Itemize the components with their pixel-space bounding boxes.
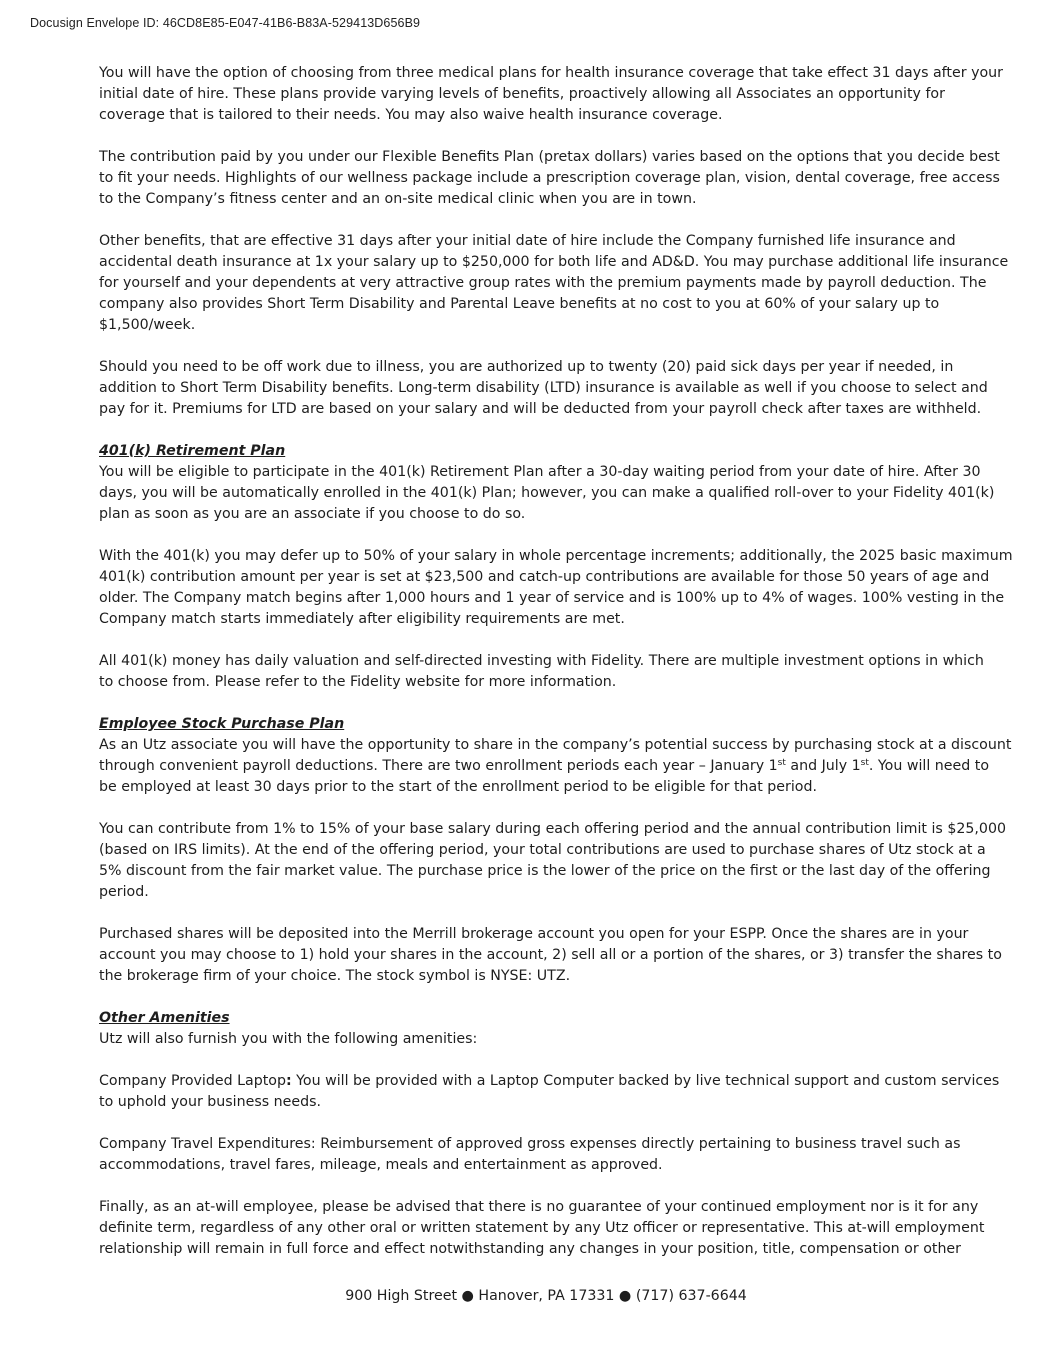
text-line: pay for it. Premiums for LTD are based on your salary and will be deducted from your payroll check after taxes are withheld. <box>99 401 982 417</box>
text-line: days, you will be automatically enrolled in the 401(k) Plan; however, you can make a qualified roll-over to your Fidelity 401(k) <box>99 485 995 501</box>
text-line: coverage that is tailored to their needs. You may also waive health insurance coverage. <box>99 107 723 123</box>
text-line: company also provides Short Term Disability and Parental Leave benefits at no cost to you at 60% of your salary up to <box>99 296 940 312</box>
text-line: With the 401(k) you may defer up to 50% of your salary in whole percentage increments; additionally, the 2025 basic maximum <box>99 548 1013 564</box>
text-line: be employed at least 30 days prior to the start of the enrollment period to be eligible for that period. <box>99 779 818 795</box>
text-line: period. <box>99 884 149 900</box>
text-line: initial date of hire. These plans provide varying levels of benefits, proactively allowing all Associates an opportunity for <box>99 86 945 102</box>
paragraph-travel <box>99 1134 999 1176</box>
paragraph-laptop <box>99 1071 999 1113</box>
text-segment: and July 1 <box>785 758 861 774</box>
text-line: 5% discount from the fair market value. The purchase price is the lower of the price on the first or the last day of the offering <box>99 863 991 879</box>
paragraph-at-will <box>99 1197 999 1260</box>
envelope-id: Docusign Envelope ID: 46CD8E85-E047-41B6-B83A-529413D656B9 <box>30 16 421 30</box>
section-heading: Employee Stock Purchase Plan <box>99 716 345 732</box>
footer-address: 900 High Street ● Hanover, PA 17331 ● (717) 637-6644 <box>345 1288 747 1304</box>
text-line: You can contribute from 1% to 15% of your base salary during each offering period and the annual contribution limit is $25,000 <box>99 821 1007 837</box>
text-line: to fit your needs. Highlights of our wellness package include a prescription coverage plan, vision, dental coverage, free access <box>99 170 1000 186</box>
section-heading: 401(k) Retirement Plan <box>99 443 286 459</box>
text-segment: : <box>285 1073 292 1089</box>
text-line: to choose from. Please refer to the Fidelity website for more information. <box>99 674 617 690</box>
text-line: Should you need to be off work due to illness, you are authorized up to twenty (20) paid sick days per year if needed, in <box>99 359 954 375</box>
paragraph-flexible-benefits <box>99 147 999 210</box>
text-line: (based on IRS limits). At the end of the offering period, your total contributions are used to purchase shares of Utz stock at a <box>99 842 986 858</box>
text-line: You will be eligible to participate in the 401(k) Retirement Plan after a 30-day waiting period from your date of hire. After 30 <box>99 464 981 480</box>
text-line: addition to Short Term Disability benefits. Long-term disability (LTD) insurance is available as well if you choose to select and <box>99 380 988 396</box>
text-line: accommodations, travel fares, mileage, meals and entertainment as approved. <box>99 1157 663 1173</box>
heading-amenities <box>99 1008 999 1029</box>
text-line: You will have the option of choosing from three medical plans for health insurance coverage that take effect 31 days after your <box>99 65 1003 81</box>
text-line: older. The Company match begins after 1,000 hours and 1 year of service and is 100% up to 4% of wages. 100% vesting in the <box>99 590 1005 606</box>
text-line: Finally, as an at-will employee, please be advised that there is no guarantee of your continued employment nor is it for any <box>99 1199 979 1215</box>
heading-espp <box>99 714 999 735</box>
text-line <box>99 756 999 777</box>
heading-401k <box>99 441 999 462</box>
paragraph-401k-fidelity <box>99 651 999 693</box>
superscript: st <box>777 758 786 768</box>
text-segment: through convenient payroll deductions. There are two enrollment periods each year – January 1 <box>99 758 778 774</box>
text-line: to the Company’s fitness center and an on-site medical clinic when you are in town. <box>99 191 697 207</box>
text-line: for yourself and your dependents at very attractive group rates with the premium payments made by payroll deduction. The <box>99 275 987 291</box>
paragraph-amenities-intro <box>99 1029 999 1050</box>
text-line: Purchased shares will be deposited into the Merrill brokerage account you open for your ESPP. Once the shares are in your <box>99 926 969 942</box>
text-line: plan as soon as you are an associate if you choose to do so. <box>99 506 526 522</box>
text-line: definite term, regardless of any other oral or written statement by any Utz officer or representative. This at-will employment <box>99 1220 985 1236</box>
text-line: Company match starts immediately after eligibility requirements are met. <box>99 611 625 627</box>
text-line: $1,500/week. <box>99 317 196 333</box>
text-line: to uphold your business needs. <box>99 1094 321 1110</box>
text-segment: You will be provided with a Laptop Computer backed by live technical support and custom services <box>291 1073 1000 1089</box>
text-line: relationship will remain in full force and effect notwithstanding any changes in your position, title, compensation or other <box>99 1241 961 1257</box>
text-line: the brokerage firm of your choice. The stock symbol is NYSE: UTZ. <box>99 968 571 984</box>
text-line: Company Travel Expenditures: Reimbursement of approved gross expenses directly pertaining to business travel such as <box>99 1136 961 1152</box>
paragraph-espp-contribution <box>99 819 1007 903</box>
section-heading: Other Amenities <box>99 1010 230 1026</box>
text-line: account you may choose to 1) hold your shares in the account, 2) sell all or a portion of the shares, or 3) transfer the shares to <box>99 947 1002 963</box>
text-line: As an Utz associate you will have the opportunity to share in the company’s potential success by purchasing stock at a discount <box>99 737 1012 753</box>
text-segment: . You will need to <box>868 758 990 774</box>
paragraph-401k-deferral <box>99 546 1013 630</box>
text-line: Utz will also furnish you with the following amenities: <box>99 1031 478 1047</box>
paragraph-401k-eligibility <box>99 462 999 525</box>
paragraph-other-benefits <box>99 231 1009 336</box>
letter-body <box>99 63 1013 1260</box>
paragraph-medical-plans <box>99 63 1003 126</box>
text-line: accidental death insurance at 1x your salary up to $250,000 for both life and AD&D. You may purchase additional life insurance <box>99 254 1009 270</box>
paragraph-espp-shares <box>99 924 1002 987</box>
paragraph-sick-days <box>99 357 999 420</box>
text-line: The contribution paid by you under our Flexible Benefits Plan (pretax dollars) varies based on the options that you decide best <box>99 149 1000 165</box>
text-line: All 401(k) money has daily valuation and self-directed investing with Fidelity. There are multiple investment options in which <box>99 653 984 669</box>
text-line: 401(k) contribution amount per year is set at $23,500 and catch-up contributions are available for those 50 years of age and <box>99 569 990 585</box>
text-line: Other benefits, that are effective 31 days after your initial date of hire include the Company furnished life insurance and <box>99 233 956 249</box>
paragraph-espp-intro <box>99 735 1012 798</box>
superscript: st <box>860 758 869 768</box>
text-segment: Company Provided Laptop <box>99 1073 286 1089</box>
text-line <box>99 1071 999 1092</box>
